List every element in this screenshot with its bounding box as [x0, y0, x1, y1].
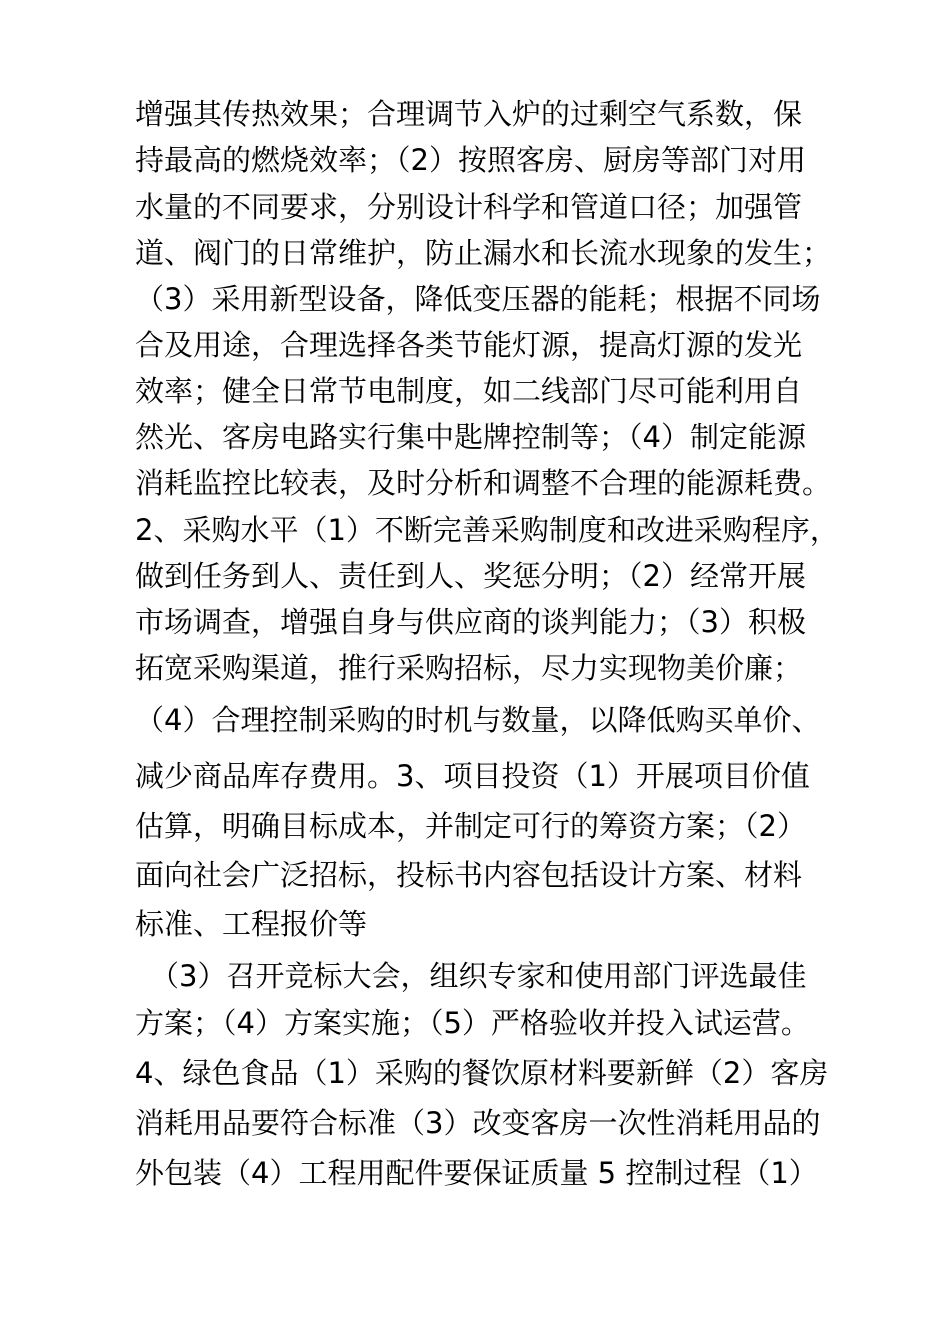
text-line: 做到任务到人、责任到人、奖惩分明；（2）经常开展 [135, 559, 806, 593]
text-line: 减少商品库存费用。3、项目投资（1）开展项目价值 [135, 759, 810, 793]
text-line: 4、绿色食品（1）采购的餐饮原材料要新鲜（2）客房 [135, 1056, 829, 1090]
text-line: 合及用途，合理选择各类节能灯源，提高灯源的发光 [135, 328, 803, 362]
text-line: 增强其传热效果；合理调节入炉的过剩空气系数，保 [135, 97, 803, 131]
text-line: 2、采购水平（1）不断完善采购制度和改进采购程序， [135, 513, 839, 547]
text-line: 拓宽采购渠道，推行采购招标，尽力实现物美价廉； [135, 651, 803, 685]
text-line: 标准、工程报价等 [135, 907, 368, 941]
text-line: 效率；健全日常节电制度，如二线部门尽可能利用自 [135, 374, 803, 408]
text-line: 面向社会广泛招标，投标书内容包括设计方案、材料 [135, 858, 803, 892]
text-line: （3）采用新型设备，降低变压器的能耗；根据不同场 [135, 282, 821, 316]
text-line: （3）召开竞标大会，组织专家和使用部门评选最佳 [150, 959, 807, 993]
text-line: 持最高的燃烧效率；（2）按照客房、厨房等部门对用 [135, 143, 806, 177]
text-line: 方案；（4）方案实施；（5）严格验收并投入试运营。 [135, 1006, 810, 1040]
text-line: 消耗监控比较表，及时分析和调整不合理的能源耗费。 [135, 466, 832, 500]
text-line: 然光、客房电路实行集中匙牌控制等；（4）制定能源 [135, 420, 806, 454]
text-line: 外包装（4）工程用配件要保证质量 5 控制过程（1） [135, 1156, 818, 1190]
text-line: 水量的不同要求，分别设计科学和管道口径；加强管 [135, 190, 803, 224]
text-line: 市场调查，增强自身与供应商的谈判能力；（3）积极 [135, 605, 806, 639]
text-line: （4）合理控制采购的时机与数量，以降低购买单价、 [135, 703, 821, 737]
text-line: 估算，明确目标成本，并制定可行的筹资方案；（2） [135, 809, 806, 843]
text-line: 消耗用品要符合标准（3）改变客房一次性消耗用品的 [135, 1106, 821, 1140]
text-line: 道、阀门的日常维护，防止漏水和长流水现象的发生； [135, 236, 832, 270]
